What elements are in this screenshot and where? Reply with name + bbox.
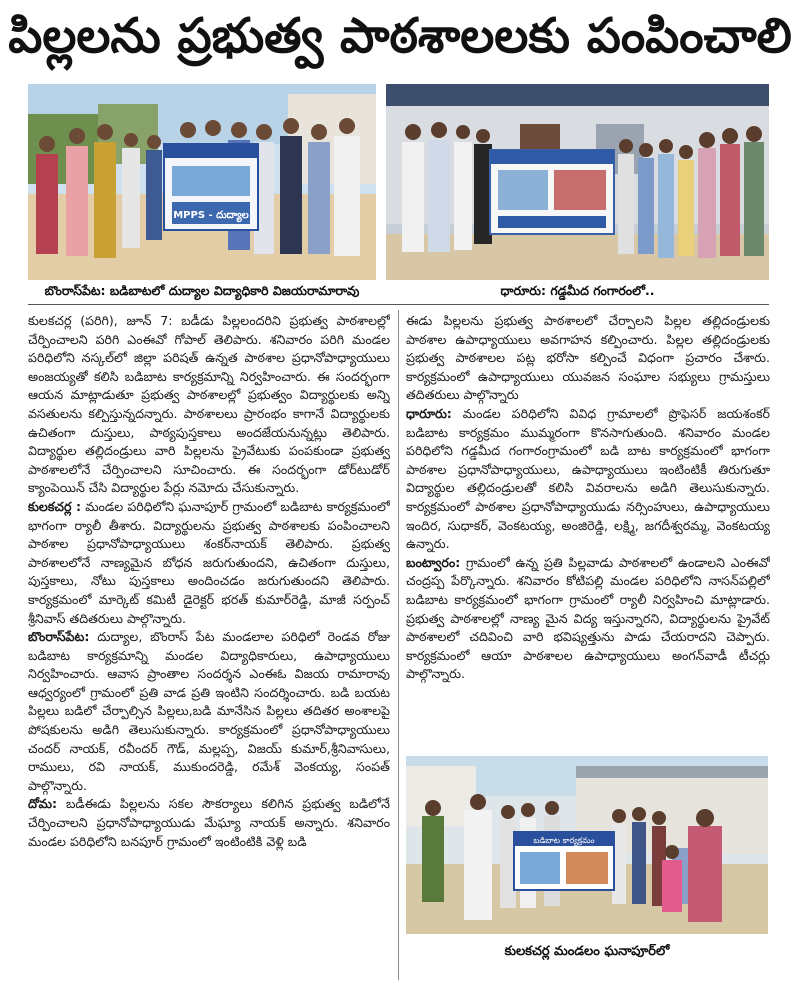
- left-photo-banner-text: MPPS - దుద్యాల: [173, 210, 249, 221]
- headline: పిల్లలను ప్రభుత్వ పాఠశాలలకు పంపించాలి: [8, 8, 792, 64]
- photo-kulakacharla-ghanapur: [406, 756, 768, 934]
- photo-bomraspet-badibata: [28, 84, 376, 280]
- article-paragraph: కులకచర్ల : మండల పరిధిలోని ఘనాపూర్ గ్రామంలో బడిబాట కార్యక్రమంలో భాగంగా ర్యాలీ తీశారు. విద్యార్థులను ప్రభుత్వ పాఠశాలకు పంపించాలని పాఠశాల ప్రధానోపాధ్యాయులు శంకర్‌నాయక్ తెలిపారు. ప్రభుత్వ పాఠశాలలోనే నాణ్యమైన బోధన జరుగుతుందని, ఉచితంగా దుస్తులు, పుస్తకాలు, నోటు పుస్తకాలు అందించడం జరుగుతుందని తెలిపారు. కార్యక్రమంలో మార్కెట్ కమిటీ డైరెక్టర్ భరత్ కుమార్‌రెడ్డి, మాజీ సర్పంచ్ శ్రీనివాస్ తదితరులు పాల్గొన్నారు.: [28, 498, 390, 626]
- article-paragraph: ఈడు పిల్లలను ప్రభుత్వ పాఠశాలలో చేర్పాలని పిల్లల తల్లిదండ్రులకు పాఠశాల ఉపాధ్యాయులు అవగాహన కల్పించారు. పిల్లల తల్లిదండ్రులకు ప్రభుత్వ పాఠశాలల పట్ల భరోసా కల్పించే విధంగా ప్రచారం చేశారు. కార్యక్రమంలో ఉపాధ్యాయులు యువజన సంఘాల సభ్యులు గ్రామస్తులు తదితరులు పాల్గొన్నారు: [406, 313, 770, 403]
- photo-divider-line: [28, 304, 769, 305]
- article-left-column: [28, 312, 390, 984]
- bottom-photo-banner-text: బడిబాట కార్యక్రమం: [533, 836, 595, 845]
- column-divider: [398, 310, 399, 980]
- article-paragraph: దోమ: బడీఈడు పిల్లలను సకల సౌకర్యాలు కలిగిన ప్రభుత్వ బడిలోనే చేర్పించాలని ప్రధానోపాధ్యాయుడు మేఘ్యా నాయక్ అన్నారు. శనివారం మండల పరిధిలోని బనపూర్ గ్రామంలో ఇంటింటికి వెళ్లి బడి: [28, 796, 390, 849]
- article-paragraph: బొంరాస్‌పేట: దుద్యాల, బొంరాస్ పేట మండలాల పరిధిలో రెండవ రోజు బడిబాట కార్యక్రమాన్ని మండల విద్యాధికారులు, ఉపాధ్యాయులు నిర్వహించారు. ఆవాస ప్రాంతాల సందర్శన ఎంఈఓ విజయ రామారావు ఆధ్వర్యంలో గ్రామంలో ప్రతి వాడ ప్రతి ఇంటిని సందర్శించారు. బడి బయట పిల్లలు బడిలో చేర్పాల్సిన పిల్లలు,బడి మానేసిన పిల్లలు తదితర అంశాలపై పోషకులను అడిగి తెలుసుకున్నారు. కార్యక్రమంలో ప్రధానోపాధ్యాయులు చందర్ నాయక్, రవీందర్ గౌడ్, మల్లప్ప, విజయ్ కుమార్,శ్రీనివాసులు, రాములు, రవి నాయక్, ముకుందరెడ్డి, రమేశ్ వెంకయ్య, సంపత్ పాల్గొన్నారు.: [28, 629, 390, 793]
- article-paragraph: బంట్వారం: గ్రామంలో ఉన్న ప్రతి పిల్లవాడు పాఠశాలలో ఉండాలని ఎంఈవో చంద్రప్ప పేర్కొన్నారు. శనివారం కోటిపల్లి మండల పరిధిలోని నాసన్‌పల్లిలో బడిబాట కార్యక్రమంలో భాగంగా గ్రామంలో ర్యాలీ నిర్వహించి మాట్లాడారు. ప్రభుత్వ పాఠశాలల్లో నాణ్య మైన విద్య ఇస్తున్నారని, విద్యార్థులను ప్రైవేట్ పాఠశాలలో చదివించి వారి భవిష్యత్తును పాడు చేయరాదని చెప్పారు. కార్యక్రమంలో ఆయా పాఠశాలల ఉపాధ్యాయులు అంగన్‌వాడీ టీచర్లు పాల్గొన్నారు.: [406, 554, 770, 682]
- photo-caption-left: బొంరాస్‌పేట: బడిబాటలో దుద్యాల విద్యాధికారి విజయరామారావు: [44, 283, 360, 298]
- article-paragraph: కులకచర్ల (పరిగి), జూన్ 7: బడీడు పిల్లలందరిని ప్రభుత్వ పాఠశాలల్లో చేర్పించాలని పరిగి ఎంఈవో గోపాల్ తెలిపారు. శనివారం పరిగి మండల పరిధిలోని నస్కల్‌లో జిల్లా పరిషత్ ఉన్నత పాఠశాల ప్రధానోపాధ్యాయులు అంజయ్యతో కలిసి బడిబాట కార్యక్రమాన్ని నిర్వహించారు. ఈ సందర్భంగా ఆయన మాట్లాడుతూ ప్రభుత్వ పాఠశాలల్లో ప్రభుత్వం విద్యార్థులకు అన్ని వసతులను కల్పిస్తున్నదన్నారు. పాఠశాలలు ప్రారంభం కాగానే విద్యార్థులకు ఉచితంగా దుస్తులు, పాఠ్యపుస్తకాలు అందజేయనున్నట్లు తెలిపారు. విద్యార్థుల తల్లిదండ్రులు వారి పిల్లలను ప్రైవేటుకు పంపకుండా ప్రభుత్వ పాఠశాలలోనే చేర్పించాలని సూచించారు. ఈ సందర్భంగా డోర్‌టుడోర్ క్యాంపెయిన్ చేసి విద్యార్థుల పేర్లు నమోదు చేసుకున్నారు.: [28, 313, 390, 496]
- article-right-column: [406, 312, 770, 750]
- photo-caption-right: ధారూరు: గడ్డమీద గంగారంలో..: [500, 283, 655, 298]
- photo-dharur-gaddameeda-gangaram: [386, 84, 769, 280]
- photo-caption-bottom: కులకచర్ల మండలం ఘనాపూర్‌లో: [504, 944, 670, 959]
- article-paragraph: ధారూరు: మండల పరిధిలోని వివిధ గ్రామాలలో ప్రొఫెసర్ జయశంకర్ బడిబాట కార్యక్రమం ముమ్మరంగా కొనసాగుతుంది. శనివారం మండల పరిధిలోని గడ్డమీద గంగారంగ్రామంలో బడి బాట కార్యక్రమంలో భాగంగా పాఠశాల ప్రధానోపాధ్యాయులు, ఉపాధ్యాయులు ఇంటింటికీ తిరుగుతూ విద్యార్థుల తల్లిదండ్రులతో కలిసి వివరాలను అడిగి తెలుసుకున్నారు. కార్యక్రమంలో పాఠశాల ప్రధానోపాధ్యాయుడు నర్సింహులు, ఉపాధ్యాయులు ఇందిర, సుధాకర్, వెంకటయ్య, అంజిరెడ్డి, లక్ష్మి, జగదీశ్వరమ్మ, వెంకటయ్య ఉన్నారు.: [406, 405, 770, 552]
